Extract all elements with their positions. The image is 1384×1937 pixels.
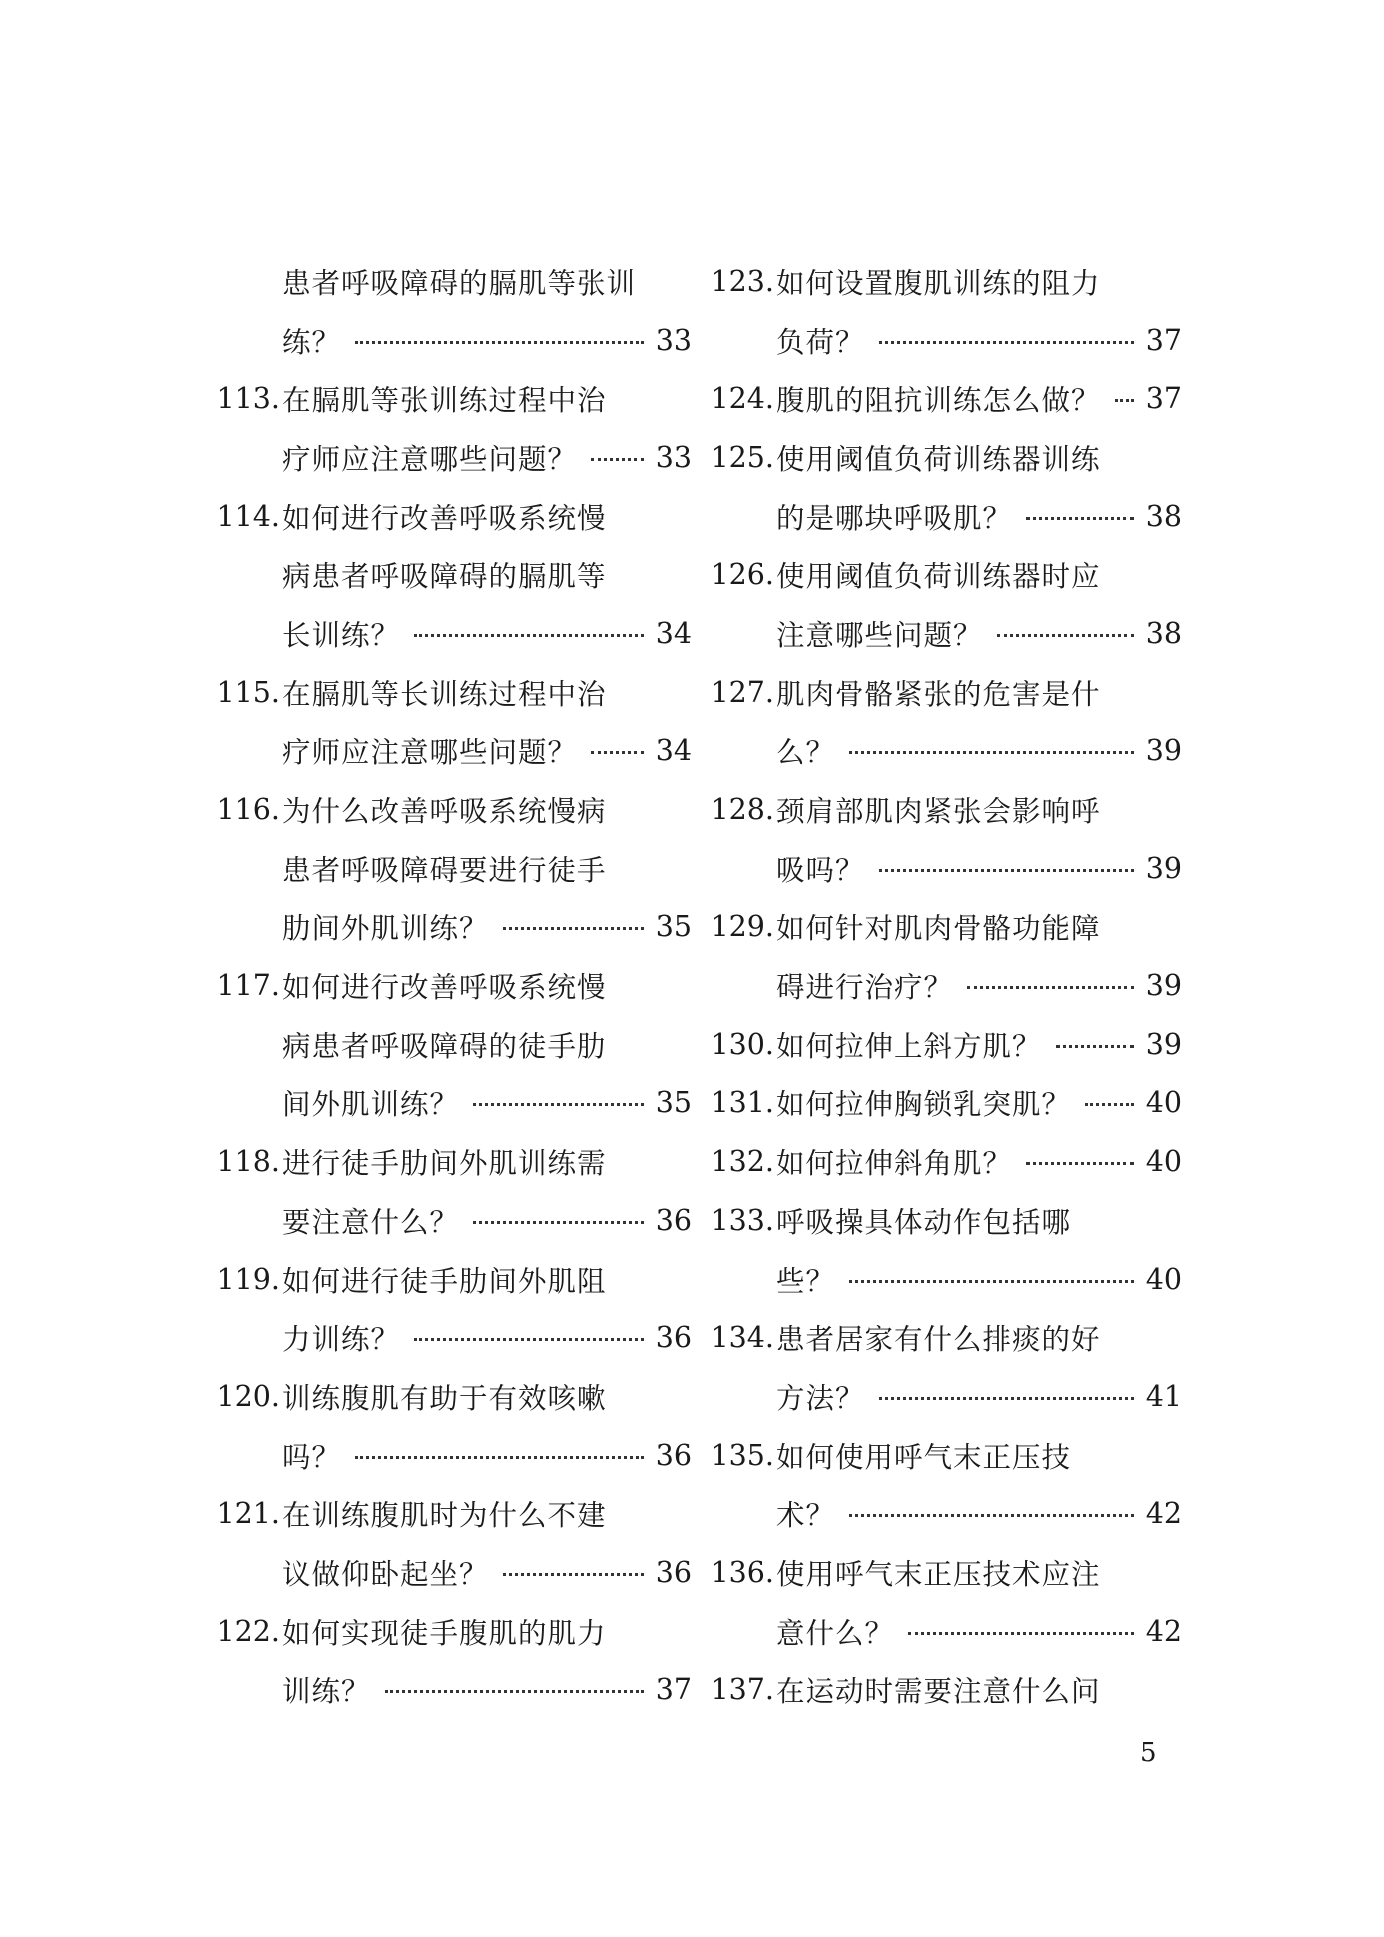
toc-entry-title: 疗师应注意哪些问题？ xyxy=(282,442,578,476)
toc-entry[interactable] xyxy=(214,1132,692,1249)
toc-entry-title: 如何拉伸上斜方肌？ xyxy=(776,1029,1042,1063)
toc-entry-title: 术？ xyxy=(776,1499,836,1533)
toc-entry-number: 135. xyxy=(710,1438,774,1472)
toc-page-ref: 35 xyxy=(655,910,692,944)
toc-page-ref: 38 xyxy=(1145,499,1182,533)
toc-entry-final-line xyxy=(282,906,692,947)
toc-entry-title: 颈肩部肌肉紧张会影响呼 xyxy=(776,795,1101,829)
toc-entry[interactable] xyxy=(708,1015,1182,1074)
toc-entry-title: 力训练？ xyxy=(282,1323,401,1357)
dot-leader xyxy=(473,1103,644,1106)
toc-line xyxy=(708,1484,1182,1543)
toc-page-ref: 40 xyxy=(1145,1086,1182,1120)
toc-entry-number: 123. xyxy=(710,264,774,298)
toc-entry[interactable] xyxy=(708,1308,1182,1425)
dot-leader xyxy=(355,341,644,344)
toc-line xyxy=(214,545,692,604)
dot-leader xyxy=(849,1514,1134,1517)
toc-entry[interactable] xyxy=(214,956,692,1132)
dot-leader xyxy=(503,1573,644,1576)
toc-page-ref: 39 xyxy=(1145,851,1182,885)
toc-entry-final-line xyxy=(776,1259,1182,1300)
toc-entry-title: 患者呼吸障碍要进行徒手 xyxy=(282,853,607,887)
toc-entry-final-line xyxy=(776,965,1182,1006)
toc-entry-number: 132. xyxy=(710,1145,774,1179)
toc-entry-final-line xyxy=(776,1141,1182,1182)
toc-entry-final-line xyxy=(282,730,692,771)
dot-leader xyxy=(1026,1162,1134,1165)
toc-page-ref: 36 xyxy=(655,1555,692,1589)
toc-line xyxy=(214,1191,692,1250)
dot-leader xyxy=(591,458,644,461)
dot-leader xyxy=(1115,399,1134,402)
toc-entry[interactable] xyxy=(708,780,1182,897)
toc-line xyxy=(214,311,692,370)
toc-entry-final-line xyxy=(776,496,1182,537)
toc-entry-final-line xyxy=(282,1200,692,1241)
toc-entry-number: 125. xyxy=(710,440,774,474)
toc-page-ref: 37 xyxy=(655,1673,692,1707)
toc-entry-title: 在运动时需要注意什么问 xyxy=(776,1675,1101,1709)
dot-leader xyxy=(385,1690,644,1693)
toc-entry-final-line xyxy=(282,1435,692,1476)
toc-line xyxy=(214,428,692,487)
toc-column-right xyxy=(708,252,1182,1719)
toc-line xyxy=(214,663,692,722)
toc-entry[interactable] xyxy=(214,1250,692,1367)
toc-entry[interactable] xyxy=(214,663,692,780)
toc-entry-final-line xyxy=(282,1552,692,1593)
toc-line xyxy=(708,1074,1182,1133)
dot-leader xyxy=(503,927,644,930)
toc-entry-number: 133. xyxy=(710,1203,774,1237)
toc-line xyxy=(708,839,1182,898)
dot-leader xyxy=(473,1221,644,1224)
toc-entry[interactable] xyxy=(214,487,692,663)
toc-entry-title: 负荷？ xyxy=(776,325,865,359)
toc-entry-number: 115. xyxy=(216,675,280,709)
toc-page-ref: 39 xyxy=(1145,734,1182,768)
toc-line xyxy=(214,1367,692,1426)
toc-line xyxy=(214,1661,692,1720)
toc-line xyxy=(708,1543,1182,1602)
toc-entry-title: 使用阈值负荷训练器时应 xyxy=(776,560,1101,594)
toc-page-ref: 38 xyxy=(1145,616,1182,650)
toc-line xyxy=(708,663,1182,722)
toc-entry-final-line xyxy=(282,1669,692,1710)
toc-entry-number: 136. xyxy=(710,1555,774,1589)
toc-line xyxy=(708,604,1182,663)
toc-page-ref: 34 xyxy=(655,616,692,650)
dot-leader xyxy=(355,1456,644,1459)
toc-page-ref: 35 xyxy=(655,1086,692,1120)
toc-entry-final-line xyxy=(776,1376,1182,1417)
toc-line xyxy=(214,839,692,898)
toc-page-ref: 41 xyxy=(1145,1379,1182,1413)
toc-line xyxy=(708,1661,1182,1720)
toc-entry-number: 134. xyxy=(710,1321,774,1355)
toc-line xyxy=(214,956,692,1015)
toc-entry-title: 如何进行徒手肋间外肌阻 xyxy=(282,1264,607,1298)
toc-entry[interactable] xyxy=(708,1191,1182,1308)
dot-leader xyxy=(1085,1103,1134,1106)
toc-line xyxy=(708,369,1182,428)
toc-line xyxy=(214,722,692,781)
toc-line xyxy=(708,428,1182,487)
dot-leader xyxy=(879,1397,1134,1400)
toc-entry-title: 注意哪些问题？ xyxy=(776,618,983,652)
toc-line xyxy=(708,780,1182,839)
toc-entry-title: 患者呼吸障碍的膈肌等张训 xyxy=(282,266,637,300)
toc-line xyxy=(708,898,1182,957)
toc-entry-number: 117. xyxy=(216,969,280,1003)
toc-entry-title: 患者居家有什么排痰的好 xyxy=(776,1323,1101,1357)
toc-page-ref: 34 xyxy=(655,734,692,768)
dot-leader xyxy=(1026,517,1134,520)
toc-line xyxy=(214,1426,692,1485)
toc-entry-title: 如何针对肌肉骨骼功能障 xyxy=(776,912,1101,946)
toc-entry-title: 肌肉骨骼紧张的危害是什 xyxy=(776,677,1101,711)
toc-entry-title: 意什么？ xyxy=(776,1616,895,1650)
toc-line xyxy=(214,1250,692,1309)
toc-line xyxy=(708,1132,1182,1191)
toc-entry-title: 为什么改善呼吸系统慢病 xyxy=(282,795,607,829)
toc-entry-title: 方法？ xyxy=(776,1381,865,1415)
toc-entry[interactable] xyxy=(214,1484,692,1601)
toc-entry-title: 练？ xyxy=(282,325,342,359)
toc-entry[interactable] xyxy=(708,1543,1182,1660)
toc-entry-title: 么？ xyxy=(776,736,836,770)
toc-page-ref: 33 xyxy=(655,323,692,357)
toc-line xyxy=(708,1191,1182,1250)
toc-line xyxy=(214,487,692,546)
toc-entry-final-line xyxy=(776,730,1182,771)
toc-entry-final-line xyxy=(282,437,692,478)
toc-line xyxy=(214,898,692,957)
toc-line xyxy=(214,1602,692,1661)
toc-entry[interactable] xyxy=(214,780,692,956)
toc-entry-title: 长训练？ xyxy=(282,618,401,652)
toc-entry-title: 在膈肌等张训练过程中治 xyxy=(282,384,607,418)
toc-entry-title: 吗？ xyxy=(282,1440,342,1474)
toc-entry[interactable] xyxy=(708,663,1182,780)
toc-entry-title: 如何实现徒手腹肌的肌力 xyxy=(282,1616,607,1650)
toc-page-ref: 36 xyxy=(655,1438,692,1472)
dot-leader xyxy=(591,751,644,754)
toc-entry-final-line xyxy=(776,848,1182,889)
toc-page-ref: 37 xyxy=(1145,382,1182,416)
toc-entry[interactable] xyxy=(708,898,1182,1015)
toc-entry-title: 使用阈值负荷训练器训练 xyxy=(776,442,1101,476)
toc-entry-final-line xyxy=(776,1024,1182,1065)
toc-line xyxy=(214,1308,692,1367)
toc-entry-final-line xyxy=(776,1082,1182,1123)
toc-entry-number: 126. xyxy=(710,558,774,592)
dot-leader xyxy=(997,634,1134,637)
toc-line xyxy=(708,1250,1182,1309)
toc-line xyxy=(214,252,692,311)
toc-entry-title: 训练腹肌有助于有效咳嗽 xyxy=(282,1381,607,1415)
toc-entry[interactable] xyxy=(708,1074,1182,1133)
toc-entry-final-line xyxy=(282,1082,692,1123)
toc-entry-number: 129. xyxy=(710,910,774,944)
toc-entry[interactable] xyxy=(708,428,1182,545)
toc-line xyxy=(708,252,1182,311)
toc-entry-title: 如何设置腹肌训练的阻力 xyxy=(776,266,1101,300)
toc-line xyxy=(214,1132,692,1191)
toc-entry-title: 呼吸操具体动作包括哪 xyxy=(776,1205,1072,1239)
toc-line xyxy=(708,545,1182,604)
toc-entry[interactable] xyxy=(708,1661,1182,1720)
toc-entry-title: 在训练腹肌时为什么不建 xyxy=(282,1499,607,1533)
toc-entry-title: 肋间外肌训练？ xyxy=(282,912,489,946)
toc-entry-number: 121. xyxy=(216,1497,280,1531)
toc-entry-number: 130. xyxy=(710,1027,774,1061)
toc-entry-title: 使用呼气末正压技术应注 xyxy=(776,1557,1101,1591)
toc-line xyxy=(708,956,1182,1015)
toc-entry-number: 118. xyxy=(216,1145,280,1179)
toc-entry-final-line xyxy=(776,613,1182,654)
toc-entry-number: 120. xyxy=(216,1379,280,1413)
toc-entry-title: 些？ xyxy=(776,1264,836,1298)
toc-entry-number: 127. xyxy=(710,675,774,709)
toc-page-ref: 40 xyxy=(1145,1145,1182,1179)
toc-entry-title: 间外肌训练？ xyxy=(282,1088,460,1122)
toc-entry-title: 如何拉伸斜角肌？ xyxy=(776,1147,1013,1181)
toc-entry-title: 碍进行治疗？ xyxy=(776,971,954,1005)
toc-line xyxy=(708,311,1182,370)
toc-column-left xyxy=(214,252,692,1719)
toc-line xyxy=(214,1543,692,1602)
toc-page-ref: 39 xyxy=(1145,1027,1182,1061)
toc-entry-title: 要注意什么？ xyxy=(282,1205,460,1239)
toc-line xyxy=(214,1074,692,1133)
toc-line xyxy=(214,604,692,663)
toc-entry-number: 131. xyxy=(710,1086,774,1120)
toc-entry[interactable] xyxy=(214,1602,692,1719)
toc-line xyxy=(708,1602,1182,1661)
dot-leader xyxy=(1056,1045,1134,1048)
toc-page-ref: 42 xyxy=(1145,1614,1182,1648)
toc-line xyxy=(708,1367,1182,1426)
toc-page-ref: 40 xyxy=(1145,1262,1182,1296)
toc-entry[interactable] xyxy=(214,1367,692,1484)
toc-page-ref: 37 xyxy=(1145,323,1182,357)
toc-entry-title: 腹肌的阻抗训练怎么做？ xyxy=(776,384,1101,418)
toc-entry-title: 的是哪块呼吸肌？ xyxy=(776,501,1013,535)
toc-entry-title: 如何进行改善呼吸系统慢 xyxy=(282,501,607,535)
dot-leader xyxy=(879,869,1134,872)
toc-entry-title: 如何使用呼气末正压技 xyxy=(776,1440,1072,1474)
toc-page-ref: 39 xyxy=(1145,969,1182,1003)
toc-line xyxy=(214,1015,692,1074)
toc-entry-title: 病患者呼吸障碍的徒手肋 xyxy=(282,1029,607,1063)
toc-entry[interactable] xyxy=(708,1132,1182,1191)
toc-entry-title: 议做仰卧起坐？ xyxy=(282,1557,489,1591)
toc-line xyxy=(214,1484,692,1543)
toc-entry-final-line xyxy=(282,1317,692,1358)
dot-leader xyxy=(908,1632,1134,1635)
toc-entry-final-line xyxy=(282,320,692,361)
page-number: 5 xyxy=(1140,1738,1157,1768)
toc-entry[interactable] xyxy=(708,369,1182,428)
toc-page-ref: 33 xyxy=(655,440,692,474)
toc-line xyxy=(708,1015,1182,1074)
toc-page-ref: 36 xyxy=(655,1203,692,1237)
toc-line xyxy=(214,369,692,428)
toc-entry-number: 114. xyxy=(216,499,280,533)
toc-entry-number: 116. xyxy=(216,793,280,827)
toc-entry-final-line xyxy=(776,320,1182,361)
toc-line xyxy=(214,780,692,839)
toc-entry-title: 如何拉伸胸锁乳突肌？ xyxy=(776,1088,1072,1122)
dot-leader xyxy=(849,751,1134,754)
dot-leader xyxy=(849,1280,1134,1283)
toc-entry[interactable] xyxy=(708,1426,1182,1543)
toc-line xyxy=(708,722,1182,781)
dot-leader xyxy=(967,986,1134,989)
toc-line xyxy=(708,1308,1182,1367)
toc-entry-title: 疗师应注意哪些问题？ xyxy=(282,736,578,770)
toc-entry[interactable] xyxy=(214,369,692,486)
toc-line xyxy=(708,487,1182,546)
toc-entry-number: 122. xyxy=(216,1614,280,1648)
dot-leader xyxy=(414,634,644,637)
toc-entry-continued[interactable] xyxy=(214,252,692,369)
toc-line xyxy=(708,1426,1182,1485)
toc-page-ref: 36 xyxy=(655,1321,692,1355)
toc-entry-title: 病患者呼吸障碍的膈肌等 xyxy=(282,560,607,594)
toc-entry-final-line xyxy=(776,1493,1182,1534)
toc-entry-final-line xyxy=(776,1611,1182,1652)
toc-entry-final-line xyxy=(282,613,692,654)
toc-entry-title: 进行徒手肋间外肌训练需 xyxy=(282,1147,607,1181)
toc-entry[interactable] xyxy=(708,545,1182,662)
toc-entry-number: 124. xyxy=(710,382,774,416)
dot-leader xyxy=(414,1338,644,1341)
toc-entry-number: 137. xyxy=(710,1673,774,1707)
toc-entry[interactable] xyxy=(708,252,1182,369)
toc-entry-number: 119. xyxy=(216,1262,280,1296)
toc-entry-number: 128. xyxy=(710,793,774,827)
toc-entry-final-line xyxy=(776,378,1182,419)
toc-entry-title: 吸吗？ xyxy=(776,853,865,887)
dot-leader xyxy=(879,341,1134,344)
toc-entry-title: 如何进行改善呼吸系统慢 xyxy=(282,971,607,1005)
toc-page-ref: 42 xyxy=(1145,1497,1182,1531)
toc-entry-title: 在膈肌等长训练过程中治 xyxy=(282,677,607,711)
toc-entry-title: 训练？ xyxy=(282,1675,371,1709)
toc-entry-number: 113. xyxy=(216,382,280,416)
